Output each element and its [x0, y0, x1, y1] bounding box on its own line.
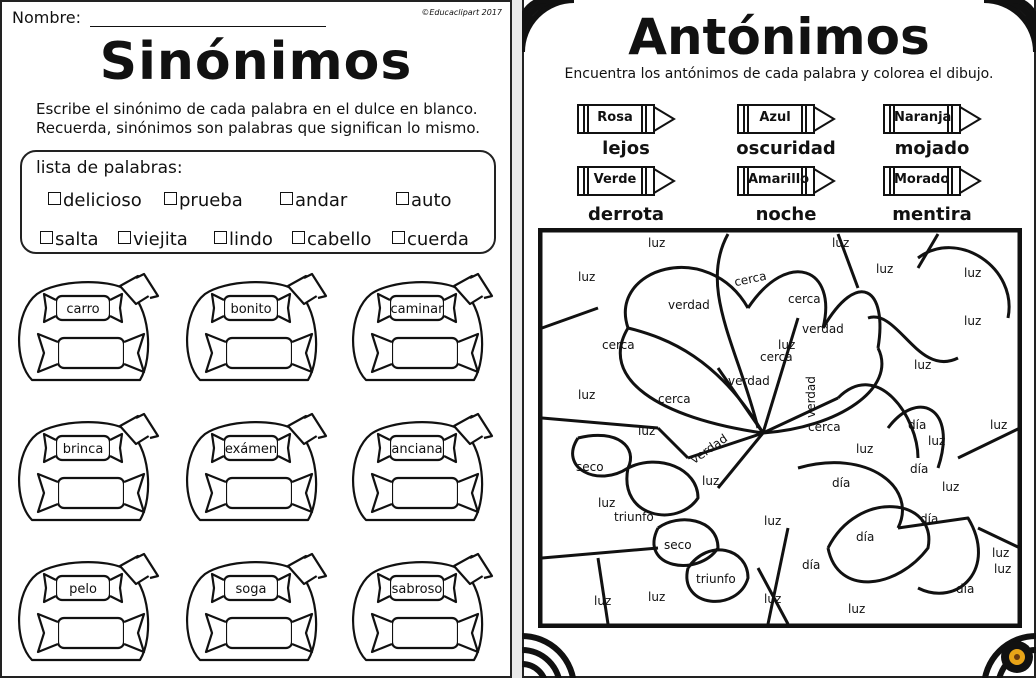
checkbox-icon[interactable] [164, 192, 177, 205]
word-item[interactable]: delicioso [48, 190, 142, 211]
puzzle-region-label: luz [594, 594, 612, 608]
answer-candy[interactable] [58, 478, 124, 508]
crayon-icon [882, 164, 982, 198]
puzzle-region-label: luz [648, 590, 666, 604]
crayon-color-name: Verde [593, 172, 637, 187]
puzzle-region-label: verdad [803, 376, 818, 418]
word-item[interactable]: salta [40, 229, 99, 250]
candy-jar [180, 272, 330, 387]
puzzle-region-label: cerca [732, 268, 768, 290]
puzzle-region-label: día [856, 530, 875, 544]
crayon-icon [736, 102, 836, 136]
candy-jar [180, 552, 330, 667]
puzzle-region-label: seco [576, 460, 604, 474]
puzzle-region-label: cerca [760, 350, 793, 364]
corner-arcs-icon [522, 628, 582, 678]
instruction-line: Escribe el sinónimo de cada palabra en el dulce en blanco. [36, 100, 478, 118]
puzzle-region-label: triunfo [696, 572, 736, 586]
puzzle-region-label: verdad [668, 298, 710, 312]
puzzle-region-label: día [832, 476, 851, 490]
puzzle-region-label: luz [876, 262, 894, 276]
puzzle-region-label: día [802, 558, 821, 572]
puzzle-region-label: luz [702, 474, 720, 488]
crayon-icon [576, 164, 676, 198]
puzzle-region-label: día [920, 512, 939, 526]
word-item[interactable]: auto [396, 190, 452, 211]
word-item[interactable]: andar [280, 190, 347, 211]
candy-jar [12, 552, 162, 667]
puzzle-region-label: luz [578, 270, 596, 284]
puzzle-region-label: verdad [728, 374, 770, 388]
jar-word: sabroso [391, 582, 443, 597]
checkbox-icon[interactable] [40, 231, 53, 244]
candy-jar [346, 412, 496, 527]
puzzle-region-label: verdad [687, 431, 731, 467]
checkbox-icon[interactable] [392, 231, 405, 244]
puzzle-region-label: cerca [658, 392, 691, 406]
crayon-color-name: Azul [759, 110, 791, 125]
puzzle-region-label: verdad [802, 322, 844, 336]
word-item[interactable]: viejita [118, 229, 188, 250]
puzzle-region-label: luz [856, 442, 874, 456]
checkbox-icon[interactable] [214, 231, 227, 244]
word-item[interactable]: prueba [164, 190, 243, 211]
puzzle-region-label: luz [990, 418, 1008, 432]
crayon-icon [736, 164, 836, 198]
puzzle-region-label: luz [992, 546, 1010, 560]
puzzle-region-label: luz [942, 480, 960, 494]
candy-jar [346, 272, 496, 387]
puzzle-region-label: día [908, 418, 927, 432]
puzzle-region-label: luz [928, 434, 946, 448]
antonym-word: noche [755, 204, 817, 225]
candy-jar [180, 412, 330, 527]
answer-candy[interactable] [226, 478, 292, 508]
crayon-icon [882, 102, 982, 136]
answer-candy[interactable] [58, 618, 124, 648]
checkbox-icon[interactable] [280, 192, 293, 205]
name-line [90, 26, 326, 27]
puzzle-region-label: día [956, 582, 975, 596]
crayon-color-name: Morado [894, 172, 950, 187]
puzzle-region-label: seco [664, 538, 692, 552]
puzzle-region-label: cerca [788, 292, 821, 306]
crayon-icon [576, 102, 676, 136]
puzzle-region-label: luz [832, 236, 850, 250]
jar-word: exámen [224, 442, 278, 457]
puzzle-region-label: luz [578, 388, 596, 402]
word-list-box [20, 150, 496, 254]
jar-word: soga [235, 582, 267, 597]
puzzle-region-label: cerca [808, 420, 841, 434]
puzzle-region-label: luz [964, 266, 982, 280]
puzzle-region-label: luz [778, 338, 796, 352]
jar-word: bonito [230, 302, 272, 317]
candy-jar [12, 272, 162, 387]
jar-word: carro [66, 302, 100, 317]
jar-word: anciana [391, 442, 443, 457]
checkbox-icon[interactable] [396, 192, 409, 205]
answer-candy[interactable] [58, 338, 124, 368]
antonym-word: mentira [892, 204, 972, 225]
crayon-color-name: Naranja [894, 110, 952, 125]
jar-word: pelo [69, 582, 97, 597]
puzzle-region-label: luz [638, 424, 656, 438]
color-by-word-picture [538, 228, 1022, 628]
answer-candy[interactable] [226, 338, 292, 368]
antonym-word: mojado [894, 138, 970, 159]
candy-jar [346, 552, 496, 667]
puzzle-region-label: luz [994, 562, 1012, 576]
synonyms-worksheet [0, 0, 512, 678]
word-item[interactable]: cuerda [392, 229, 469, 250]
candy-jar [12, 412, 162, 527]
antonyms-worksheet [522, 0, 1036, 678]
name-label: Nombre: [12, 8, 81, 27]
puzzle-region-label: luz [848, 602, 866, 616]
answer-candy[interactable] [392, 338, 458, 368]
flower-logo-icon [1000, 640, 1034, 674]
credit-text: ©Educaclipart 2017 [421, 8, 502, 17]
antonym-word: oscuridad [736, 138, 836, 159]
crayon-color-name: Rosa [597, 110, 633, 125]
puzzle-region-label: cerca [602, 338, 635, 352]
puzzle-region-label: día [910, 462, 929, 476]
antonym-word: derrota [588, 204, 664, 225]
puzzle-region-label: luz [598, 496, 616, 510]
puzzle-region-label: luz [964, 314, 982, 328]
answer-candy[interactable] [392, 478, 458, 508]
word-item[interactable]: lindo [214, 229, 273, 250]
instructions [36, 100, 506, 138]
page-title: Sinónimos [99, 32, 413, 92]
page-title: Antónimos [628, 8, 930, 66]
jar-word: caminar [390, 302, 444, 317]
puzzle-region-label: luz [648, 236, 666, 250]
puzzle-region-label: luz [914, 358, 932, 372]
word-item[interactable]: cabello [292, 229, 371, 250]
answer-candy[interactable] [392, 618, 458, 648]
puzzle-region-label: triunfo [614, 510, 654, 524]
puzzle-region-label: luz [764, 592, 782, 606]
antonym-word: lejos [602, 138, 650, 159]
instruction-line: Recuerda, sinónimos son palabras que significan lo mismo. [36, 119, 480, 137]
checkbox-icon[interactable] [48, 192, 61, 205]
instructions: Encuentra los antónimos de cada palabra y colorea el dibujo. [564, 66, 994, 82]
crayon-color-name: Amarillo [748, 172, 810, 187]
puzzle-region-label: luz [764, 514, 782, 528]
jar-word: brinca [62, 442, 104, 457]
word-list-title: lista de palabras: [36, 158, 183, 178]
answer-candy[interactable] [226, 618, 292, 648]
checkbox-icon[interactable] [118, 231, 131, 244]
checkbox-icon[interactable] [292, 231, 305, 244]
